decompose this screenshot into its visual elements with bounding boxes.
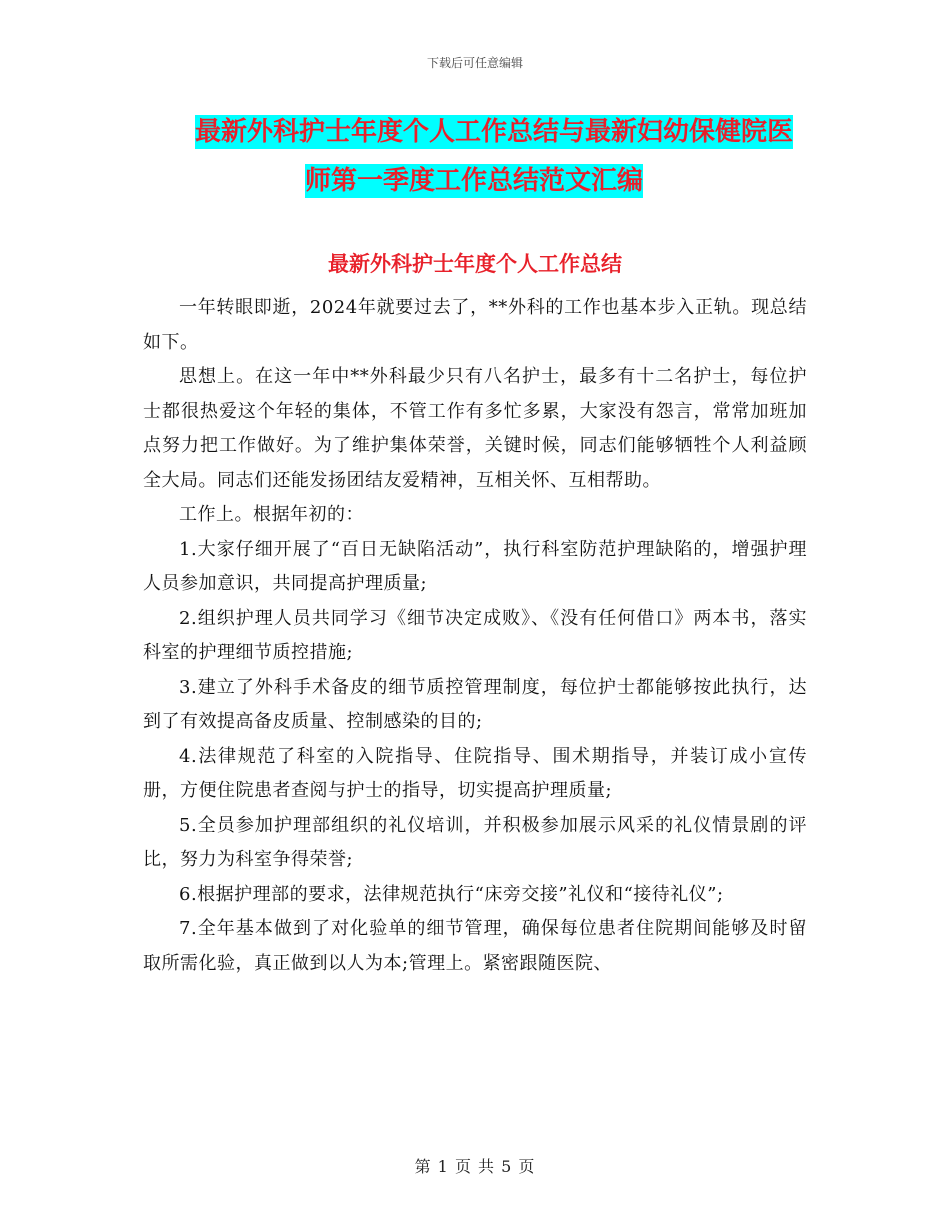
section-title: 最新外科护士年度个人工作总结 — [328, 252, 622, 276]
document-body — [143, 291, 807, 981]
document-title-line-1: 最新外科护士年度个人工作总结与最新妇幼保健院医 — [195, 117, 794, 147]
paragraph: 4.法律规范了科室的入院指导、住院指导、围术期指导，并装订成小宣传册，方便住院患者查阅与护士的指导，切实提高护理质量; — [143, 745, 807, 801]
paragraph: 6.根据护理部的要求，法律规范执行“床旁交接”礼仪和“接待礼仪”; — [179, 883, 724, 905]
paragraph: 思想上。在这一年中**外科最少只有八名护士，最多有十二名护士，每位护士都很热爱这个年轻的集体，不管工作有多忙多累，大家没有怨言，常常加班加点努力把工作做好。为了维护集体荣誉，关键时候，同志们能够牺牲个人利益顾全大局。同志们还能发扬团结友爱精神，互相关怀、互相帮助。 — [143, 366, 807, 491]
paragraph: 一年转眼即逝，2024年就要过去了，**外科的工作也基本步入正轨。现总结如下。 — [143, 297, 807, 353]
paragraph: 3.建立了外科手术备皮的细节质控管理制度，每位护士都能够按此执行，达到了有效提高备皮质量、控制感染的目的; — [143, 676, 807, 732]
document-title — [140, 108, 810, 206]
document-title-line-2: 师第一季度工作总结范文汇编 — [305, 166, 644, 196]
paragraph: 7.全年基本做到了对化验单的细节管理，确保每位患者住院期间能够及时留取所需化验，真正做到以人为本;管理上。紧密跟随医院、 — [143, 918, 807, 974]
page-number: 第 1 页 共 5 页 — [414, 1157, 536, 1176]
paragraph: 5.全员参加护理部组织的礼仪培训，并积极参加展示风采的礼仪情景剧的评比，努力为科室争得荣誉; — [143, 814, 807, 870]
paragraph: 工作上。根据年初的： — [179, 504, 364, 525]
header-note: 下载后可任意编辑 — [426, 56, 523, 70]
paragraph: 2.组织护理人员共同学习《细节决定成败》、《没有任何借口》两本书，落实科室的护理细节质控措施; — [143, 607, 807, 663]
paragraph: 1.大家仔细开展了“百日无缺陷活动”，执行科室防范护理缺陷的，增强护理人员参加意识，共同提高护理质量; — [143, 538, 807, 594]
